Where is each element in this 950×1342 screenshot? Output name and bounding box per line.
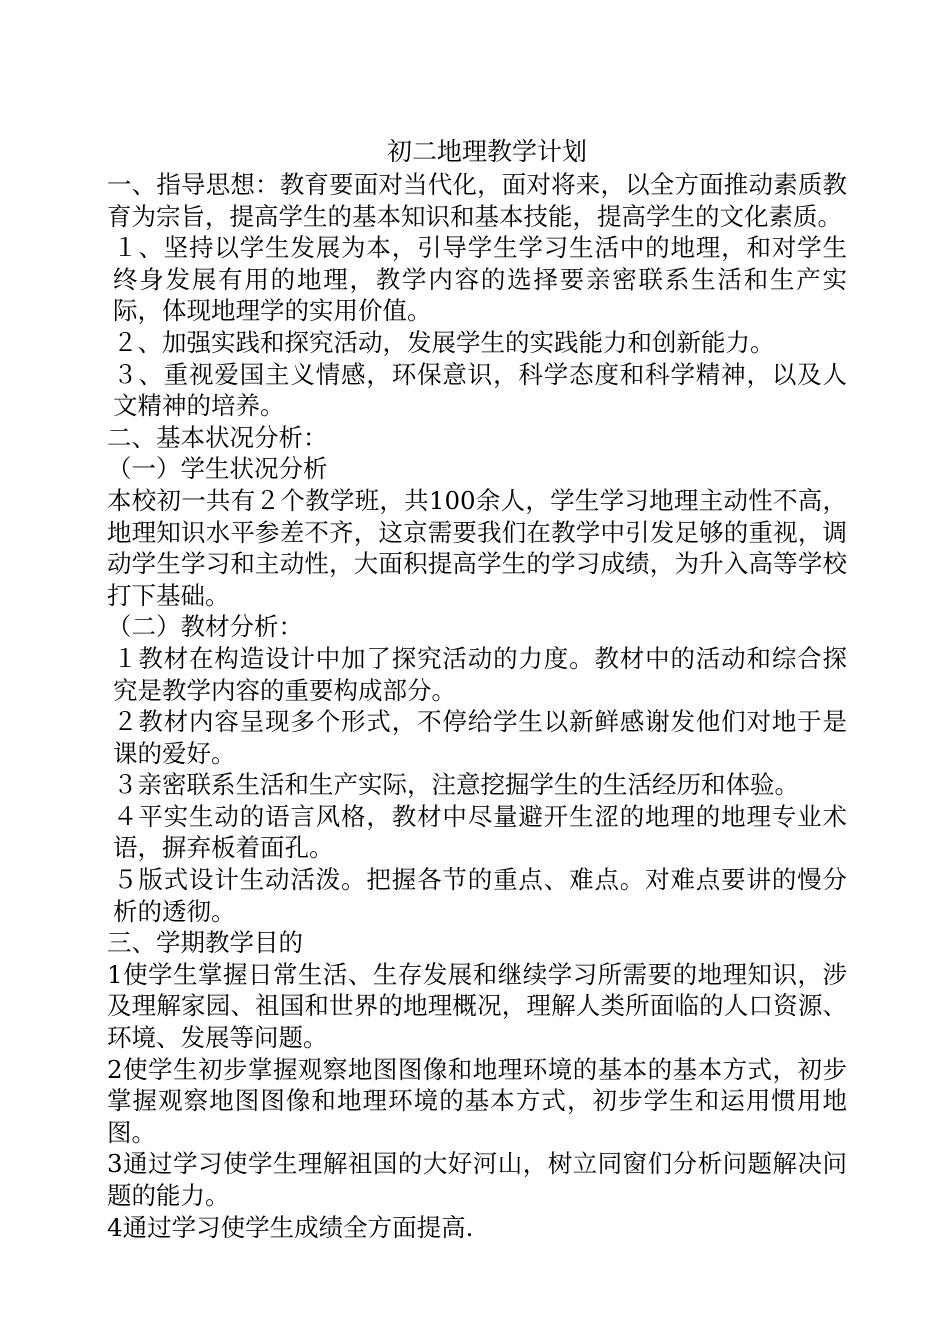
paragraph-point-3: ３、重视爱国主义情感，环保意识，科学态度和科学精神，以及人文精神的培养。 bbox=[113, 359, 847, 421]
paragraph-textbook-5: ５版式设计生动活泼。把握各节的重点、难点。对难点要讲的慢分析的透彻。 bbox=[113, 865, 847, 926]
paragraph-textbook-2: ２教材内容呈现多个形式，不停给学生以新鲜感谢发他们对地于是课的爱好。 bbox=[113, 707, 847, 768]
paragraph-student-analysis: 本校初一共有２个教学班，共100余人，学生学习地理主动性不高，地理知识水平参差不齐，这京需要我们在教学中引发足够的重视，调动学生学习和主动性，大面积提高学生的学习成绩，为升入高等学校打下基础。 bbox=[107, 485, 847, 610]
document-title: 初二地理教学计划 bbox=[386, 137, 587, 166]
paragraph-point-1: １、坚持以学生发展为本，引导学生学习生活中的地理，和对学生终身发展有用的地理，教学内容的选择要亲密联系生活和生产实际，体现地理学的实用价值。 bbox=[113, 233, 847, 326]
section-heading-goals: 三、学期教学目的 bbox=[107, 928, 303, 958]
document-page bbox=[107, 135, 847, 1243]
paragraph-textbook-1: １教材在构造设计中加了探究活动的力度。教材中的活动和综合探究是教学内容的重要构成部分。 bbox=[113, 643, 847, 705]
paragraph-goal-4: 4通过学习使学生成绩全方面提高. bbox=[107, 1212, 474, 1242]
paragraph-goal-1: 1使学生掌握日常生活、生存发展和继续学习所需要的地理知识，涉及理解家园、祖国和世界的地理概况，理解人类所面临的人口资源、环境、发展等问题。 bbox=[107, 959, 847, 1053]
paragraph-guiding-ideology: 一、指导思想：教育要面对当代化，面对将来，以全方面推动素质教育为宗旨，提高学生的基本知识和基本技能，提高学生的文化素质。 bbox=[107, 170, 847, 231]
paragraph-textbook-4: ４平实生动的语言风格，教材中尽量避开生涩的地理的地理专业术语，摒弃板着面孔。 bbox=[113, 801, 847, 863]
paragraph-textbook-3: ３亲密联系生活和生产实际，注意挖掘学生的生活经历和体验。 bbox=[113, 770, 799, 800]
paragraph-goal-3: 3通过学习使学生理解祖国的大好河山，树立同窗们分析问题解决问题的能力。 bbox=[107, 1149, 847, 1210]
paragraph-goal-2: 2使学生初步掌握观察地图图像和地理环境的基本的基本方式，初步掌握观察地图图像和地理环境的基本方式，初步学生和运用惯用地图。 bbox=[107, 1054, 847, 1147]
paragraph-point-2: ２、加强实践和探究活动，发展学生的实践能力和创新能力。 bbox=[113, 327, 775, 357]
subsection-heading-students: （一）学生状况分析 bbox=[107, 454, 328, 484]
section-heading-analysis: 二、基本状况分析： bbox=[107, 422, 328, 452]
subsection-heading-textbook: （二）教材分析： bbox=[107, 612, 303, 642]
